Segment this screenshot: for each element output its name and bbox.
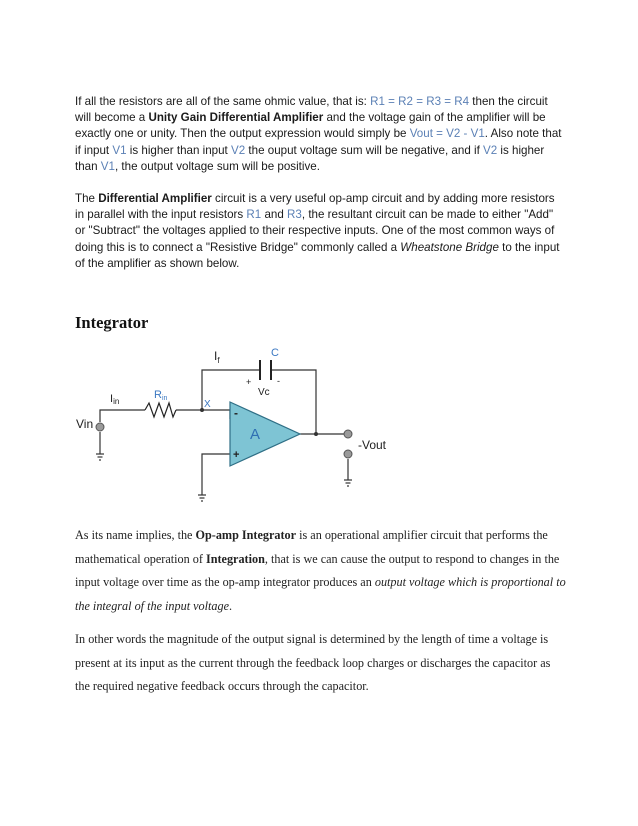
text-run: the ouput voltage sum will be negative, and if	[245, 143, 484, 157]
text-run: As its name implies, the	[75, 528, 196, 542]
term-wheatstone-bridge: Wheatstone Bridge	[400, 240, 499, 254]
paragraph-unity-gain	[75, 94, 565, 175]
label-vin: Vin	[76, 417, 94, 431]
term-unity-gain-amplifier: Unity Gain Differential Amplifier	[148, 111, 324, 125]
label-x-node: X	[204, 399, 211, 410]
label-noninverting-input: +	[233, 449, 240, 461]
label-capacitor: C	[271, 347, 279, 359]
text-run: circuit is a very useful op-amp circuit and by adding more resistors in parallel with the input resistors	[75, 192, 555, 222]
vin-terminal	[96, 423, 104, 431]
label-cap-minus: -	[277, 376, 280, 386]
symbol-v2: V2	[231, 143, 246, 157]
label-opamp-gain: A	[250, 426, 261, 443]
text-run: , the resultant circuit can be made to either "Add" or "Subtract" the voltages applied to their respective inputs. One of the most common ways of doing this is to connect a "Resistive Bridge" commonly called a	[75, 208, 555, 254]
vout-terminal	[344, 430, 352, 438]
vout-ground-terminal	[344, 450, 352, 458]
resistor-rin	[145, 403, 176, 417]
paragraph-integrator-intro	[75, 524, 567, 618]
integrator-circuit-diagram	[70, 340, 430, 505]
section-heading: Integrator	[75, 313, 149, 332]
symbol-r3: R3	[287, 208, 302, 222]
symbol-v1: V1	[112, 143, 127, 157]
text-run: , that is we can cause the output to respond to changes in the input voltage over time as the op-amp integrator produces an	[75, 551, 560, 589]
text-run: is higher than input	[126, 143, 231, 157]
label-rin: Rin	[154, 389, 168, 402]
opamp-triangle	[230, 402, 300, 466]
paragraph-differential-amplifier	[75, 191, 565, 272]
term-opamp-integrator: Op-amp Integrator	[195, 528, 297, 542]
text-run: , the output voltage sum will be positive.	[114, 159, 320, 173]
label-vc: Vc	[258, 387, 270, 398]
text-run: to the input of the amplifier as shown below.	[75, 240, 560, 270]
label-vout: -Vout	[358, 438, 387, 452]
resistors-equality: R1 = R2 = R3 = R4	[370, 95, 470, 108]
vout-expression: Vout = V2 - V1	[409, 127, 485, 141]
text-run: then the circuit will become a	[75, 95, 548, 125]
term-integration: Integration	[205, 551, 265, 566]
term-differential-amplifier: Differential Amplifier	[98, 192, 212, 205]
symbol-v2: V2	[483, 143, 498, 157]
junction-dot	[314, 432, 318, 436]
text-run: The	[75, 192, 99, 205]
italic-phrase: output voltage which is proportional to the integral of the input voltage	[75, 575, 566, 613]
input-wire	[100, 410, 145, 422]
label-if: $I_f$	[214, 349, 220, 365]
text-run: is higher than	[75, 143, 545, 173]
paragraph-integrator-detail: In other words the magnitude of the output signal is determined by the length of time a voltage is present at its input as the current through the feedback loop charges or discharges the capacitor as the required negative feedback occurs through the capacitor.	[75, 632, 551, 693]
text-run: and	[261, 208, 288, 222]
text-run: If all the resistors are all of the same ohmic value, that is:	[75, 95, 371, 108]
label-inverting-input: -	[234, 406, 238, 420]
label-cap-plus: +	[246, 377, 252, 387]
text-run: . Also note that if input	[75, 127, 562, 157]
symbol-v1: V1	[100, 159, 115, 173]
text-run: is an operational amplifier circuit that performs the mathematical operation of	[75, 528, 548, 566]
text-run: and the voltage gain of the amplifier will be exactly one or unity. Then the output expression would simply be	[75, 111, 546, 141]
text-run: .	[229, 598, 233, 613]
label-iin: Iin	[110, 393, 120, 406]
symbol-r1: R1	[246, 208, 262, 222]
ground-wire-plus	[202, 454, 230, 495]
